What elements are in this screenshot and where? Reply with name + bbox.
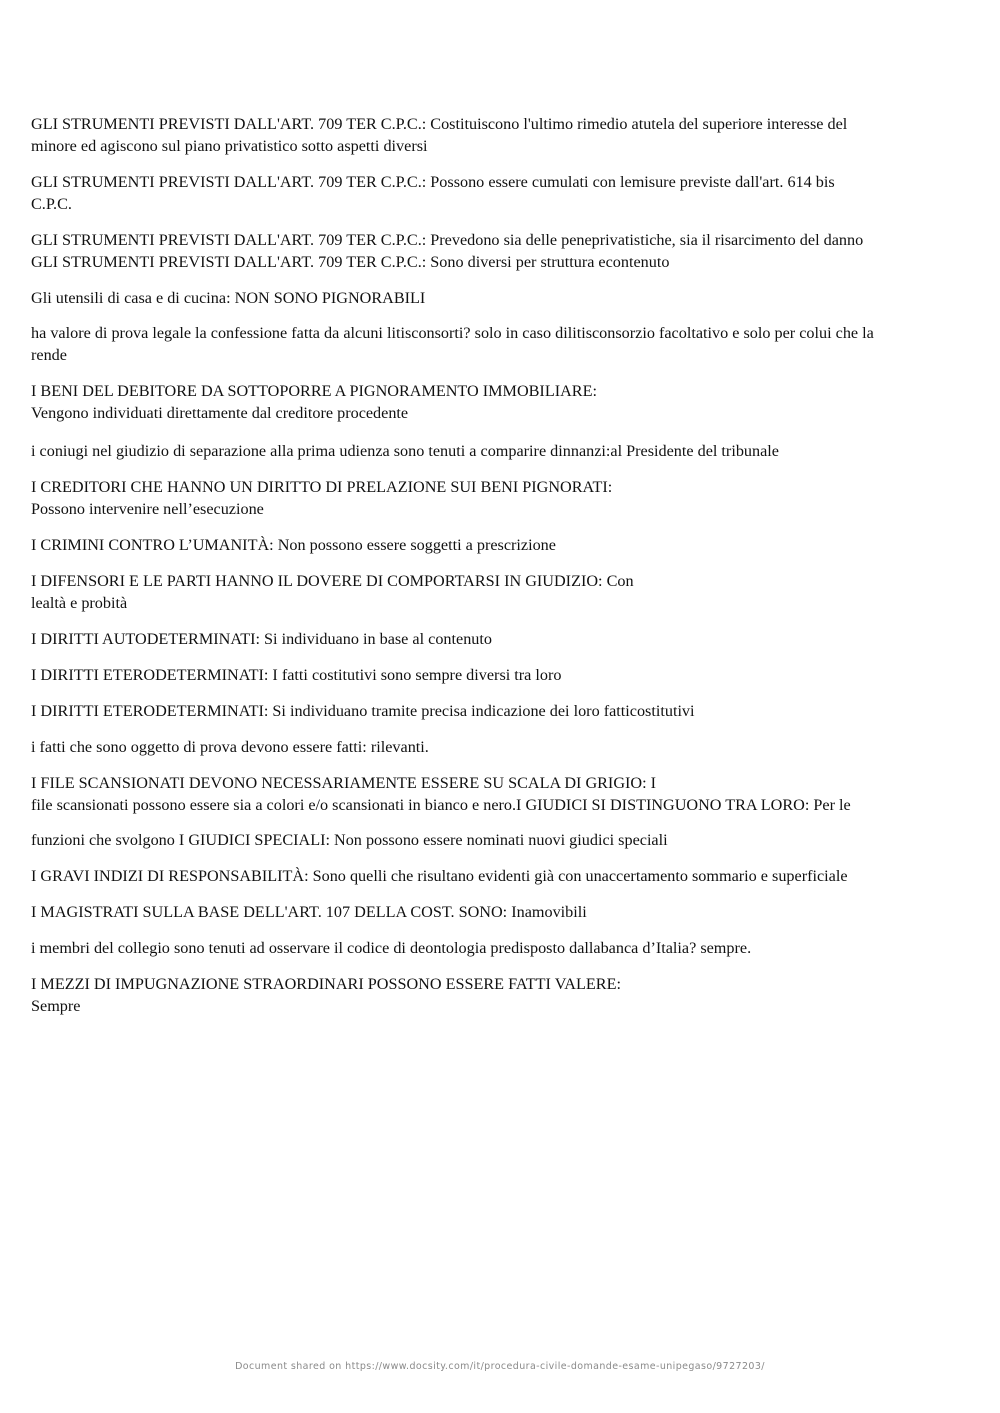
text-line: I DIFENSORI E LE PARTI HANNO IL DOVERE DI COMPORTARSI IN GIUDIZIO: Con [31, 572, 634, 590]
text-line: funzioni che svolgono I GIUDICI SPECIALI: Non possono essere nominati nuovi giudici speciali [31, 831, 668, 849]
text-line: i coniugi nel giudizio di separazione alla prima udienza sono tenuti a comparire dinnanzi:al Presidente del tribunale [31, 442, 779, 460]
text-line: Gli utensili di casa e di cucina: NON SONO PIGNORABILI [31, 289, 426, 307]
text-line: rende [31, 346, 67, 364]
text-line: C.P.C. [31, 195, 72, 213]
text-line: GLI STRUMENTI PREVISTI DALL'ART. 709 TER C.P.C.: Possono essere cumulati con lemisure previste dall'art. 614 bis [31, 173, 835, 191]
text-line: lealtà e probità [31, 594, 128, 612]
text-line: i membri del collegio sono tenuti ad osservare il codice di deontologia predisposto dallabanca d’Italia? sempre. [31, 939, 752, 957]
text-line: I FILE SCANSIONATI DEVONO NECESSARIAMENTE ESSERE SU SCALA DI GRIGIO: I [31, 774, 657, 792]
text-line: Sempre [31, 997, 81, 1015]
text-line: I DIRITTI ETERODETERMINATI: I fatti costitutivi sono sempre diversi tra loro [31, 666, 562, 684]
text-line: GLI STRUMENTI PREVISTI DALL'ART. 709 TER C.P.C.: Sono diversi per struttura econtenuto [31, 253, 670, 271]
text-line: GLI STRUMENTI PREVISTI DALL'ART. 709 TER C.P.C.: Prevedono sia delle peneprivatistiche, sia il risarcimento del danno [31, 231, 864, 249]
text-line: I DIRITTI ETERODETERMINATI: Si individuano tramite precisa indicazione dei loro fatticostitutivi [31, 702, 695, 720]
text-line: ha valore di prova legale la confessione fatta da alcuni litisconsorti? solo in caso dilitisconsorzio facoltativo e solo per colui che la [31, 324, 874, 342]
text-line: I DIRITTI AUTODETERMINATI: Si individuano in base al contenuto [31, 630, 492, 648]
text-line: I CRIMINI CONTRO L’UMANITÀ: Non possono essere soggetti a prescrizione [31, 536, 556, 554]
text-line: I BENI DEL DEBITORE DA SOTTOPORRE A PIGNORAMENTO IMMOBILIARE: [31, 382, 597, 400]
text-line: Vengono individuati direttamente dal creditore procedente [31, 404, 409, 422]
text-line: GLI STRUMENTI PREVISTI DALL'ART. 709 TER C.P.C.: Costituiscono l'ultimo rimedio atutela del superiore interesse del [31, 115, 848, 133]
text-line: file scansionati possono essere sia a colori e/o scansionati in bianco e nero.I GIUDICI SI DISTINGUONO TRA LORO: Per le [31, 796, 851, 814]
text-line: Possono intervenire nell’esecuzione [31, 500, 264, 518]
text-line: I MAGISTRATI SULLA BASE DELL'ART. 107 DELLA COST. SONO: Inamovibili [31, 903, 587, 921]
text-line: I MEZZI DI IMPUGNAZIONE STRAORDINARI POSSONO ESSERE FATTI VALERE: [31, 975, 621, 993]
text-line: minore ed agiscono sul piano privatistico sotto aspetti diversi [31, 137, 428, 155]
text-line: i fatti che sono oggetto di prova devono essere fatti: rilevanti. [31, 738, 429, 756]
document-source-footer: Document shared on https://www.docsity.com/it/procedura-civile-domande-esame-unipegaso/9727203/ [235, 1361, 765, 1372]
text-line: I CREDITORI CHE HANNO UN DIRITTO DI PRELAZIONE SUI BENI PIGNORATI: [31, 478, 613, 496]
text-line: I GRAVI INDIZI DI RESPONSABILITÀ: Sono quelli che risultano evidenti già con unaccertamento sommario e superficiale [31, 867, 848, 885]
